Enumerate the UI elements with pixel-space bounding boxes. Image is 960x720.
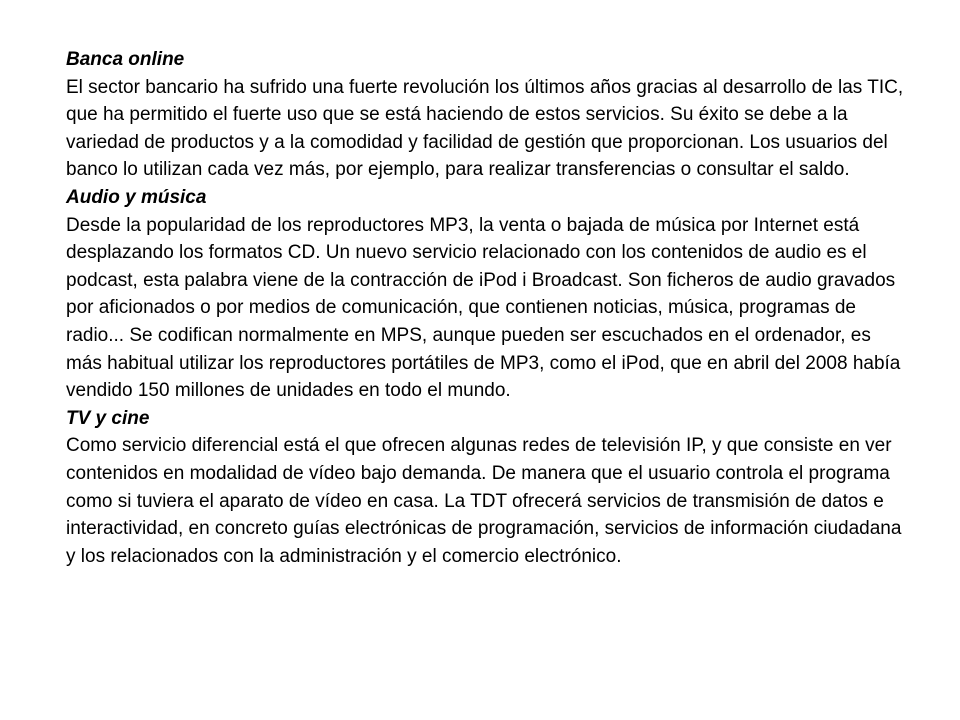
section-body-audio-musica: Desde la popularidad de los reproductores MP3, la venta o bajada de música por Internet está desplazando los formatos CD. Un nuevo servicio relacionado con los contenidos de audio es el podcast, esta palabra viene de la contracción de iPod i Broadcast. Son ficheros de audio gravados por aficionados o por medios de comunicación, que contienen noticias, música, programas de radio... Se codifican normalmente en MPS, aunque pueden ser escuchados en el ordenador, es más habitual utilizar los reproductores portátiles de MP3, como el iPod, que en abril del 2008 había vendido 150 millones de unidades en todo el mundo. bbox=[66, 214, 901, 402]
section-body-tv-cine: Como servicio diferencial está el que ofrecen algunas redes de televisión IP, y que consiste en ver contenidos en modalidad de vídeo bajo demanda. De manera que el usuario controla el programa como si tuviera el aparato de vídeo en casa. La TDT ofrecerá servicios de transmisión de datos e interactividad, en concreto guías electrónicas de programación, servicios de información ciudadana y los relacionados con la administración y el comercio electrónico. bbox=[66, 435, 902, 567]
section-body-banca-online: El sector bancario ha sufrido una fuerte revolución los últimos años gracias al desarrollo de las TIC, que ha permitido el fuerte uso que se está haciendo de estos servicios. Su éxito se debe a la variedad de productos y a la comodidad y facilidad de gestión que proporcionan. Los usuarios del banco lo utilizan cada vez más, por ejemplo, para realizar transferencias o consultar el saldo. bbox=[66, 76, 904, 181]
section-title-tv-cine: TV y cine bbox=[66, 407, 150, 429]
slide-text-content bbox=[66, 46, 906, 570]
section-title-banca-online: Banca online bbox=[66, 49, 185, 70]
section-title-audio-musica: Audio y música bbox=[66, 186, 207, 208]
